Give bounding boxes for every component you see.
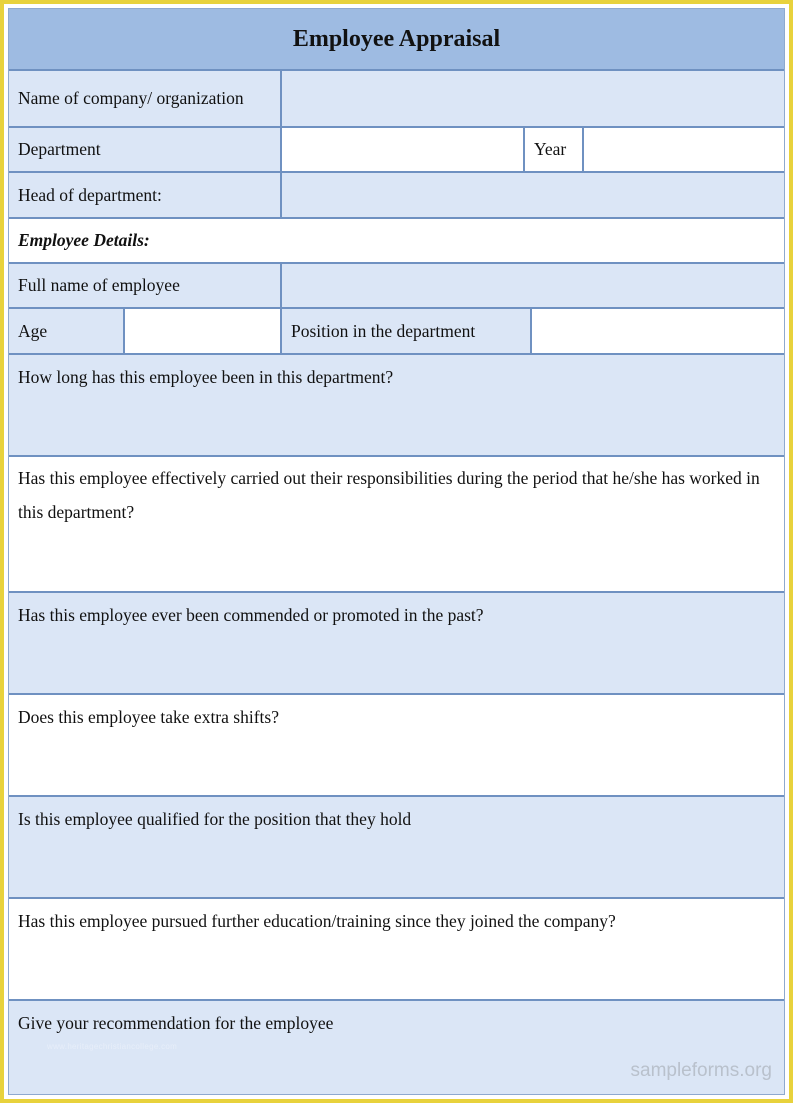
commended-question: Has this employee ever been commended or promoted in the past? bbox=[18, 605, 484, 625]
how-long-question: How long has this employee been in this department? bbox=[18, 367, 394, 387]
recommendation-question: Give your recommendation for the employee bbox=[18, 1013, 334, 1033]
extra-shifts-row[interactable] bbox=[9, 695, 784, 797]
company-field[interactable] bbox=[282, 71, 784, 126]
qualified-row[interactable] bbox=[9, 797, 784, 899]
site-watermark: sampleforms.org bbox=[630, 1060, 772, 1081]
age-field[interactable] bbox=[125, 309, 282, 353]
qualified-question: Is this employee qualified for the position that they hold bbox=[18, 809, 412, 829]
responsibilities-row[interactable] bbox=[9, 457, 784, 593]
company-row bbox=[9, 71, 784, 128]
year-label: Year bbox=[525, 128, 584, 171]
position-label: Position in the department bbox=[282, 309, 532, 353]
year-field[interactable] bbox=[584, 128, 784, 171]
head-field[interactable] bbox=[282, 173, 784, 217]
head-row bbox=[9, 173, 784, 219]
small-watermark: www.heritagechristiancollege.com bbox=[47, 1042, 178, 1051]
extra-shifts-question: Does this employee take extra shifts? bbox=[18, 707, 279, 727]
responsibilities-question: Has this employee effectively carried out their responsibilities during the period that he/she has worked in this department? bbox=[18, 468, 760, 522]
department-field[interactable] bbox=[282, 128, 525, 171]
form-header bbox=[9, 9, 784, 71]
education-row[interactable] bbox=[9, 899, 784, 1001]
position-field[interactable] bbox=[532, 309, 784, 353]
department-row bbox=[9, 128, 784, 173]
full-name-label: Full name of employee bbox=[9, 264, 282, 307]
full-name-field[interactable] bbox=[282, 264, 784, 307]
form-title: Employee Appraisal bbox=[292, 25, 501, 52]
full-name-row bbox=[9, 264, 784, 309]
company-label: Name of company/ organization bbox=[9, 71, 282, 126]
age-label: Age bbox=[9, 309, 125, 353]
age-position-row bbox=[9, 309, 784, 355]
head-label: Head of department: bbox=[9, 173, 282, 217]
form-body bbox=[8, 8, 785, 1095]
how-long-row[interactable] bbox=[9, 355, 784, 457]
education-question: Has this employee pursued further education/training since they joined the company? bbox=[18, 911, 616, 931]
employee-details-heading: Employee Details: bbox=[18, 230, 150, 250]
department-label: Department bbox=[9, 128, 282, 171]
commended-row[interactable] bbox=[9, 593, 784, 695]
employee-details-row bbox=[9, 219, 784, 264]
